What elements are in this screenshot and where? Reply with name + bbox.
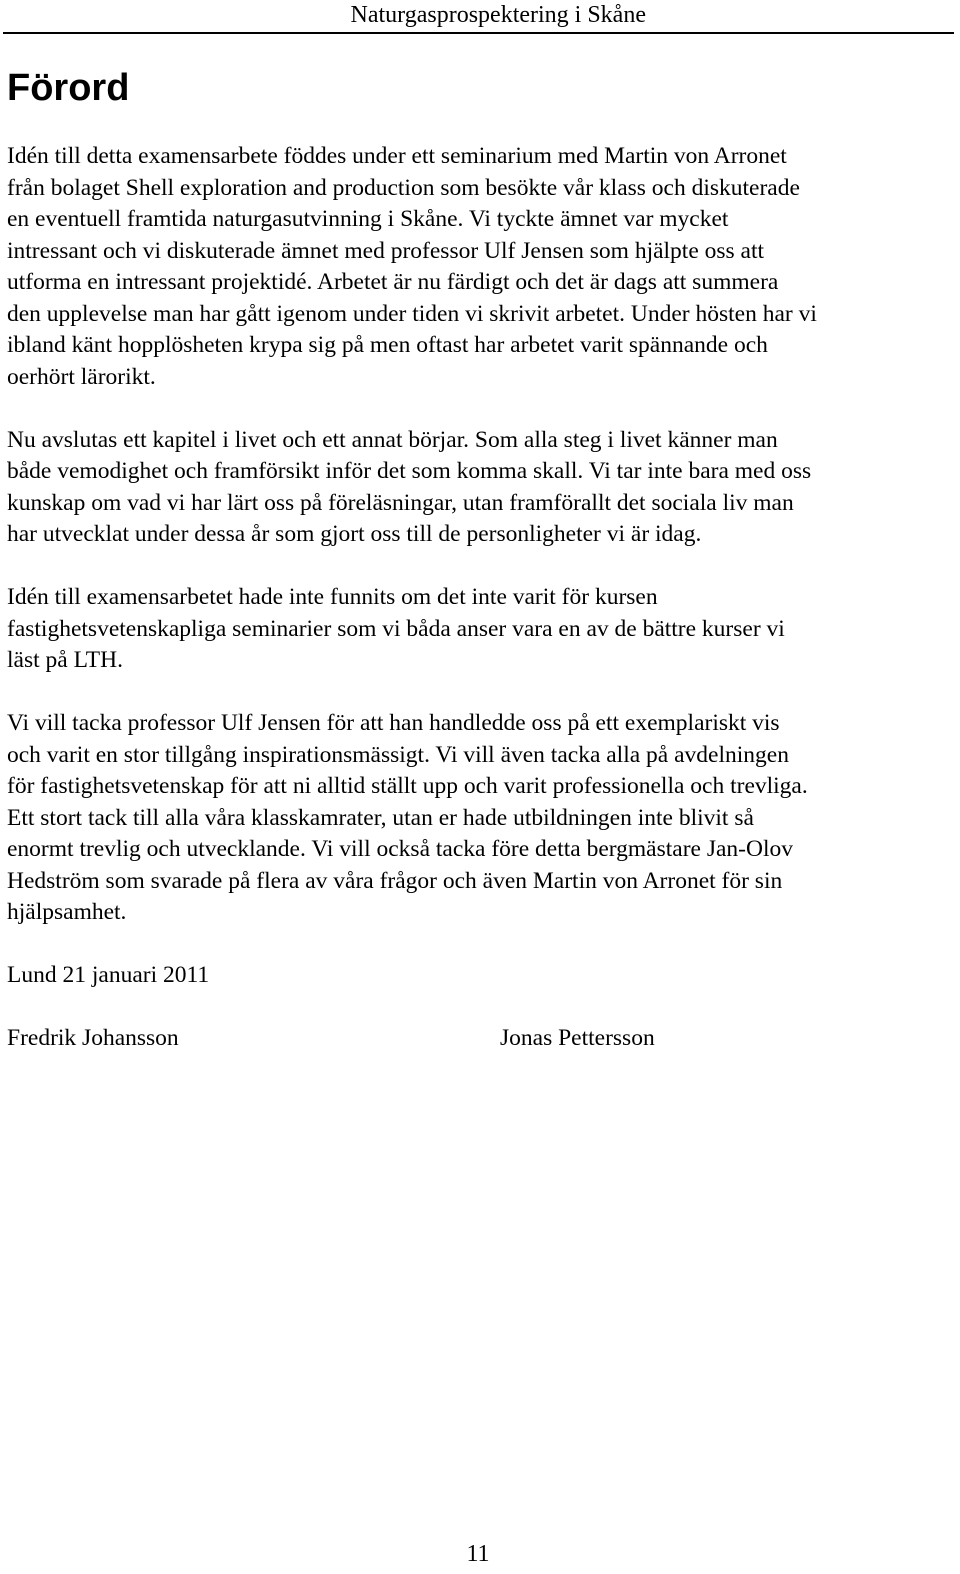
paragraph: Idén till detta examensarbete föddes under ett seminarium med Martin von Arronet från bolaget Shell exploration and production som besökte vår klass och diskuterade en eventuell framtida naturgasutvinning i Skåne. Vi tyckte ämnet var mycket intressant och vi diskuterade ämnet med professor Ulf Jensen som hjälpte oss att utforma en intressant projektidé. Arbetet är nu färdigt och det är dags att summera den upplevelse man har gått igenom under tiden vi skrivit arbetet. Under hösten har vi ibland känt hopplösheten krypa sig på men oftast har arbetet varit spännande och oerhört lärorikt. — [7, 143, 817, 390]
signatures — [7, 1023, 951, 1055]
paragraph: Nu avslutas ett kapitel i livet och ett annat börjar. Som alla steg i livet känner man både vemodighet och framförsikt inför det som komma skall. Vi tar inte bara med oss kunskap om vad vi har lärt oss på föreläsningar, utan framförallt det sociala liv man har utvecklat under dessa år som gjort oss till de personligheter vi är idag. — [7, 426, 812, 547]
running-header — [3, 0, 954, 34]
page-title: Förord — [7, 67, 130, 109]
paragraph: Vi vill tacka professor Ulf Jensen för att han handledde oss på ett exemplariskt vis och varit en stor tillgång inspirationsmässigt. Vi vill även tacka alla på avdelningen för fastighetsvetenskap för att ni alltid ställt upp och varit professionella och trevliga. Ett stort tack till alla våra klasskamrater, utan er hade utbildningen inte blivit så enormt trevlig och utvecklande. Vi vill också tacka före detta bergmästare Jan-Olov Hedström som svarade på flera av våra frågor och även Martin von Arronet för sin hjälpsamhet. — [7, 710, 808, 925]
running-header-title: Naturgasprospektering i Skåne — [350, 2, 646, 28]
page-number: 11 — [466, 1541, 490, 1567]
paragraph: Idén till examensarbetet hade inte funnits om det inte varit för kursen fastighetsvetenskapliga seminarier som vi båda anser vara en av de bättre kurser vi läst på LTH. — [7, 584, 785, 673]
signature-name: Jonas Pettersson — [500, 1025, 655, 1051]
dateline: Lund 21 januari 2011 — [7, 962, 210, 988]
signature-name: Fredrik Johansson — [7, 1025, 179, 1051]
preface-body — [7, 141, 951, 1055]
